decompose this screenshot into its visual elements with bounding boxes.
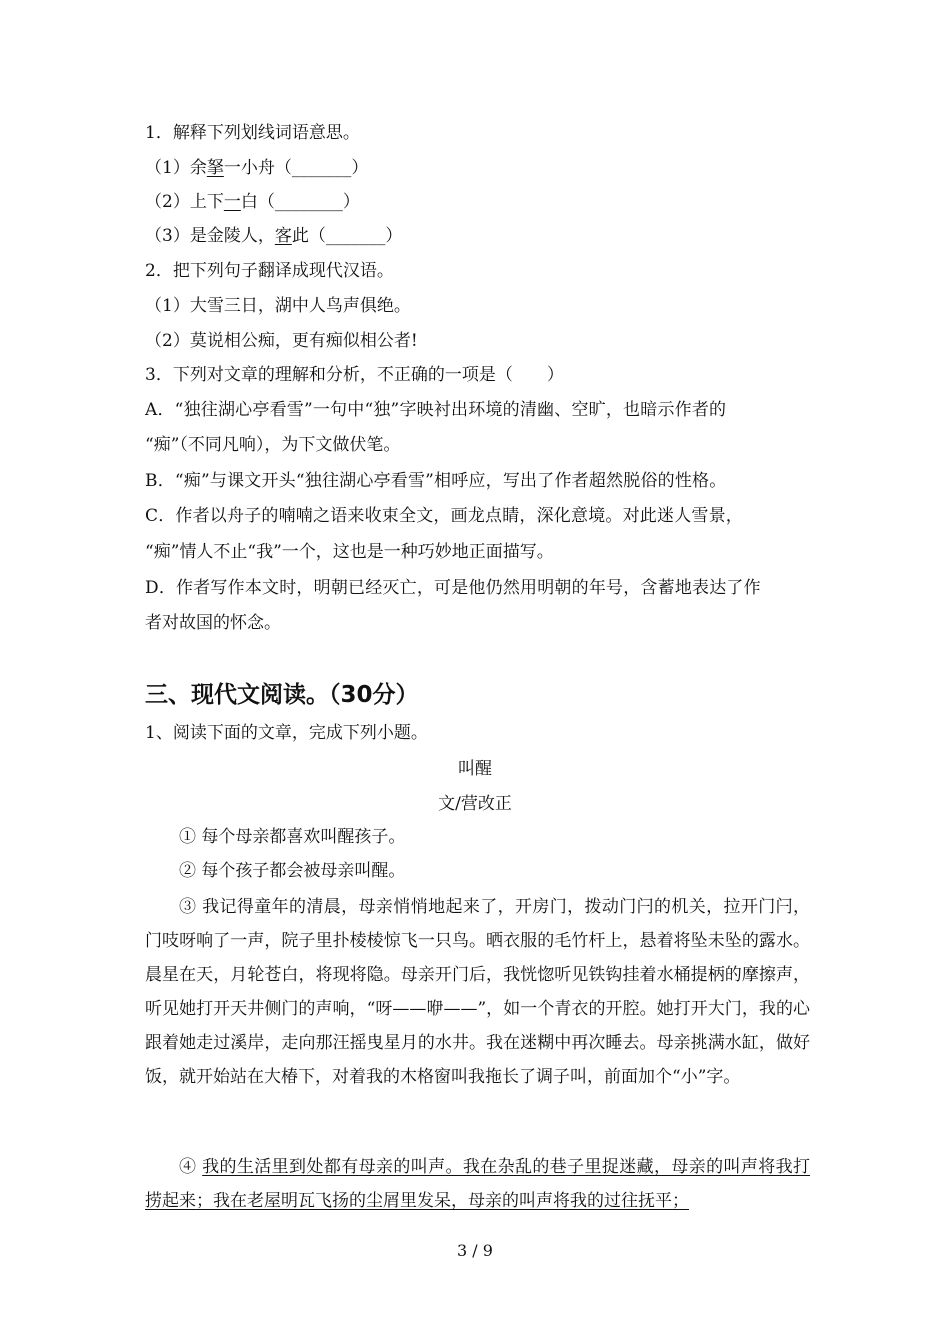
q1-item-2-post: 白（________）: [240, 192, 360, 212]
q2-item-1: （1）大雪三日，湖中人鸟声俱绝。: [145, 296, 411, 316]
q3-option-d-line-1: D．作者写作本文时，明朝已经灭亡，可是他仍然用明朝的年号，含蓄地表达了作: [145, 578, 761, 598]
q1-item-1-post: 一小舟（_______）: [223, 158, 369, 178]
q3-option-b: B．“痴”与课文开头“独往湖心亭看雪”相呼应，写出了作者超然脱俗的性格。: [145, 471, 727, 491]
q1-item-1-underlined: 拏: [206, 158, 224, 178]
q3-option-a-line-2: “痴”（不同凡响），为下文做伏笔。: [145, 435, 401, 455]
article-paragraph-4: [145, 1150, 810, 1218]
article-paragraph-4-underlined: 我的生活里到处都有母亲的叫声。我在杂乱的巷子里捉迷藏，母亲的叫声将我打捞起来；我在老屋明瓦飞扬的尘屑里发呆，母亲的叫声将我的过往抚平；: [145, 1157, 811, 1211]
q3-option-c-line-2: “痴”情人不止“我”一个，这也是一种巧妙地正面描写。: [145, 542, 554, 562]
q2-stem: 2．把下列句子翻译成现代汉语。: [145, 261, 394, 281]
section-heading: 三、现代文阅读。（30分）: [145, 682, 419, 708]
q1-item-2-pre: （2）上下: [145, 192, 224, 212]
article-author: 文/营改正: [438, 794, 512, 814]
article-paragraph-3: ③ 我记得童年的清晨，母亲悄悄地起来了，开房门，拨动门闩的机关，拉开门闩，门吱呀响了一声，院子里扑棱棱惊飞一只鸟。晒衣服的毛竹杆上，悬着将坠未坠的露水。晨星在天，月轮苍白，将现将隐。母亲开门后，我恍惚听见铁钩挂着水桶提柄的摩擦声，听见她打开天井侧门的声响，“呀——咿——”，如一个青衣的开腔。她打开大门，我的心跟着她走过溪岸，走向那汪摇曳星月的水井。我在迷糊中再次睡去。母亲挑满水缸，做好饭，就开始站在大椿下，对着我的木格窗叫我拖长了调子叫，前面加个“小”字。: [145, 897, 810, 1087]
q1-item-3-pre: （3）是金陵人，: [145, 226, 275, 246]
article-paragraph-1: ① 每个母亲都喜欢叫醒孩子。: [179, 827, 406, 847]
q3-option-a-line-1: A．“独往湖心亭看雪”一句中“独”字映衬出环境的清幽、空旷，也暗示作者的: [145, 400, 727, 420]
q1-item-1: [145, 156, 368, 180]
article-paragraph-2: ② 每个孩子都会被母亲叫醒。: [179, 861, 406, 881]
q3-stem: 3．下列对文章的理解和分析，不正确的一项是（ ）: [145, 365, 564, 385]
q2-item-2: （2）莫说相公痴，更有痴似相公者!: [145, 331, 418, 351]
q1-item-3-post: 此（_______）: [291, 226, 403, 246]
q1-item-2-underlined: 一: [223, 192, 241, 212]
q1-item-3-underlined: 客: [274, 226, 292, 246]
article-paragraph-4-number: ④: [179, 1157, 203, 1177]
q1-item-1-pre: （1）余: [145, 158, 207, 178]
q1-item-3: [145, 224, 402, 248]
q3-option-c-line-1: C．作者以舟子的喃喃之语来收束全文，画龙点睛，深化意境。对此迷人雪景，: [145, 506, 744, 526]
q3-option-d-line-2: 者对故国的怀念。: [145, 613, 281, 633]
q1-item-2: [145, 190, 360, 214]
section-intro: 1、阅读下面的文章，完成下列小题。: [145, 723, 428, 743]
article-title: 叫醒: [458, 759, 492, 779]
page-number: 3 / 9: [457, 1241, 493, 1260]
q1-stem: 1．解释下列划线词语意思。: [145, 123, 360, 143]
